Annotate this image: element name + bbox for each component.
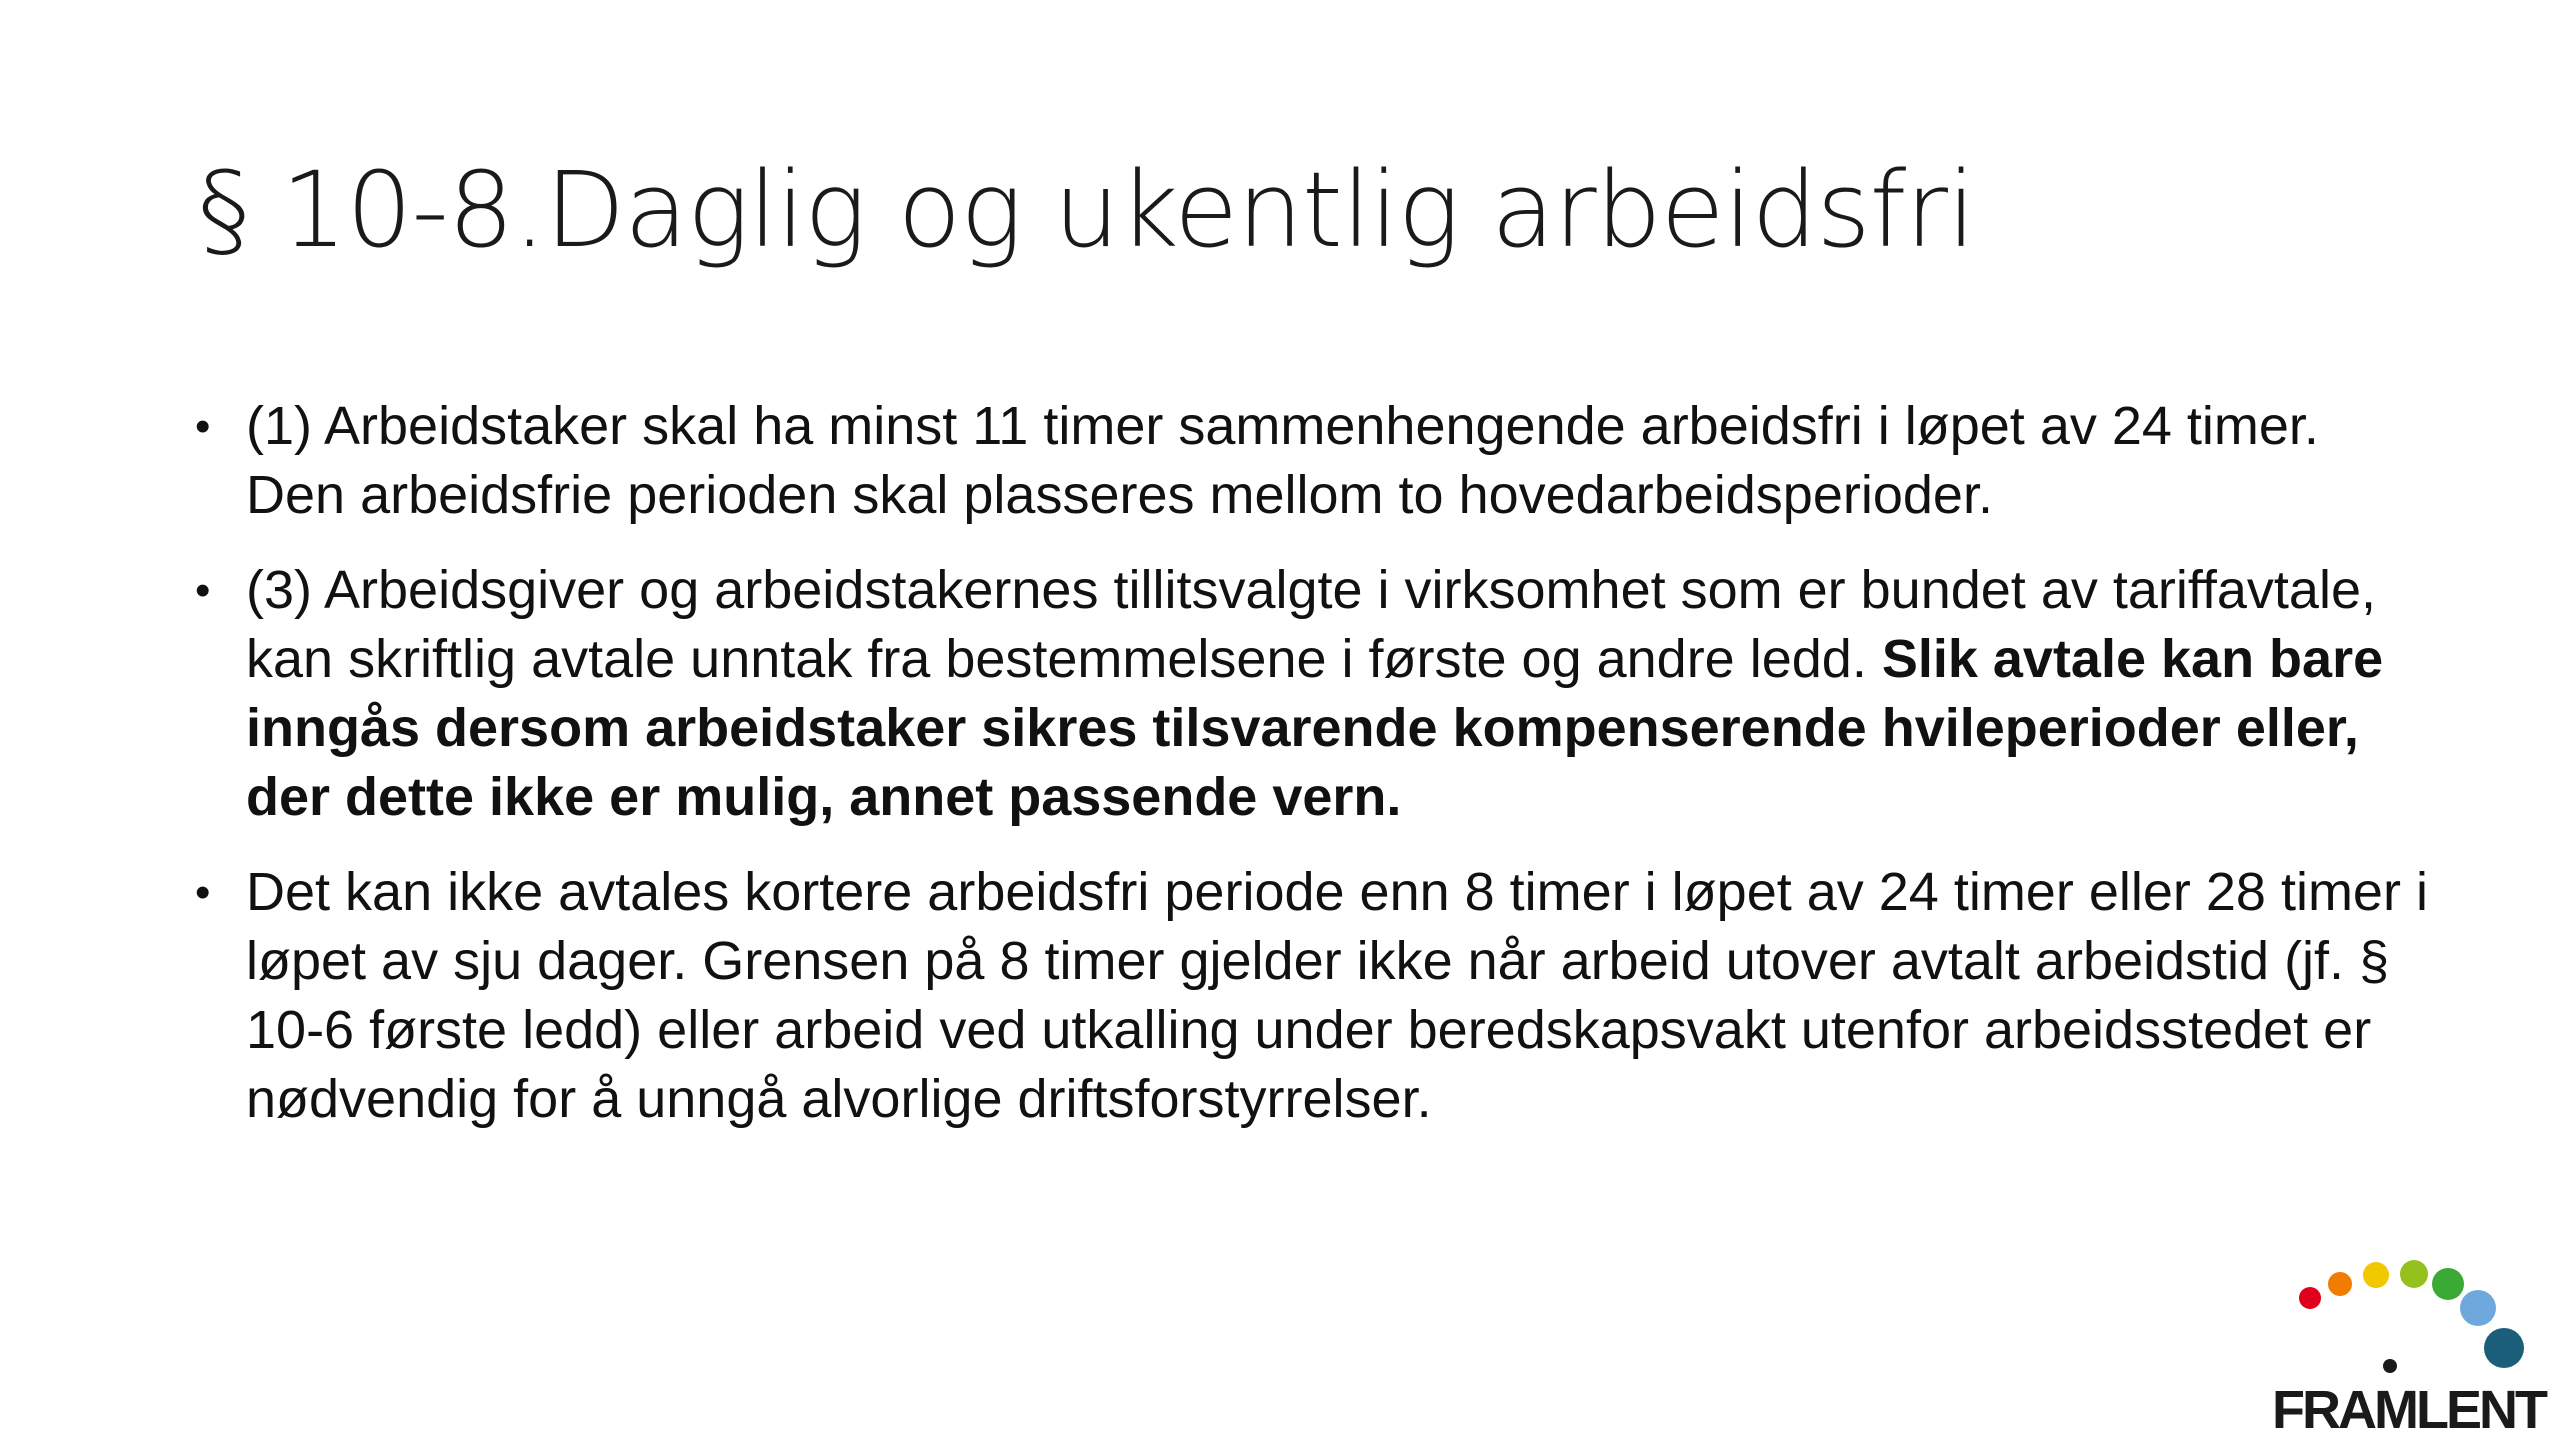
framlent-logo-graphic — [2250, 1230, 2550, 1430]
logo-dot — [2363, 1262, 2389, 1288]
logo-figure-icon — [2383, 1359, 2397, 1373]
bullet-list — [195, 392, 2428, 1160]
logo-wordmark: FRAMLENT — [2272, 1380, 2545, 1430]
bullet-text: (1) Arbeidstaker skal ha minst 11 timer sammenhengende arbeidsfri i løpet av 24 timer. Den arbeidsfrie perioden skal plasseres mellom to hovedarbeidsperioder. — [246, 396, 2319, 525]
logo-dot — [2432, 1268, 2464, 1300]
logo-dot — [2460, 1290, 2496, 1326]
logo-dot — [2328, 1272, 2352, 1296]
bullet-item-1 — [195, 392, 2428, 530]
logo-dot — [2484, 1328, 2524, 1368]
bullet-marker: • — [195, 868, 211, 917]
bullet-bold-text: Slik avtale kan bare inngås dersom arbeidstaker sikres tilsvarende kompenserende hvileperioder eller, der dette ikke er mulig, annet passende vern. — [246, 629, 2384, 827]
bullet-item-3 — [195, 858, 2428, 1134]
logo-dot — [2400, 1260, 2428, 1288]
slide-title: § 10-8.Daglig og ukentlig arbeidsfri — [198, 149, 1975, 271]
bullet-marker: • — [195, 402, 211, 451]
logo-dots — [2299, 1260, 2524, 1368]
bullet-marker: • — [195, 566, 211, 615]
bullet-text: Det kan ikke avtales kortere arbeidsfri periode enn 8 timer i løpet av 24 timer eller 28 timer i løpet av sju dager. Grensen på 8 timer gjelder ikke når arbeid utover avtalt arbeidstid (jf. § 10-6 første ledd) eller arbeid ved utkalling under beredskapsvakt utenfor arbeidsstedet er nødvendig for å unngå alvorlige driftsforstyrrelser. — [246, 862, 2428, 1129]
bullet-item-2 — [195, 556, 2428, 832]
bullet-text: (3) Arbeidsgiver og arbeidstakernes tillitsvalgte i virksomhet som er bundet av tariffavtale, kan skriftlig avtale unntak fra bestemmelsene i første og andre ledd. — [246, 560, 2376, 689]
framlent-logo — [2250, 1230, 2550, 1430]
logo-dot — [2299, 1287, 2321, 1309]
